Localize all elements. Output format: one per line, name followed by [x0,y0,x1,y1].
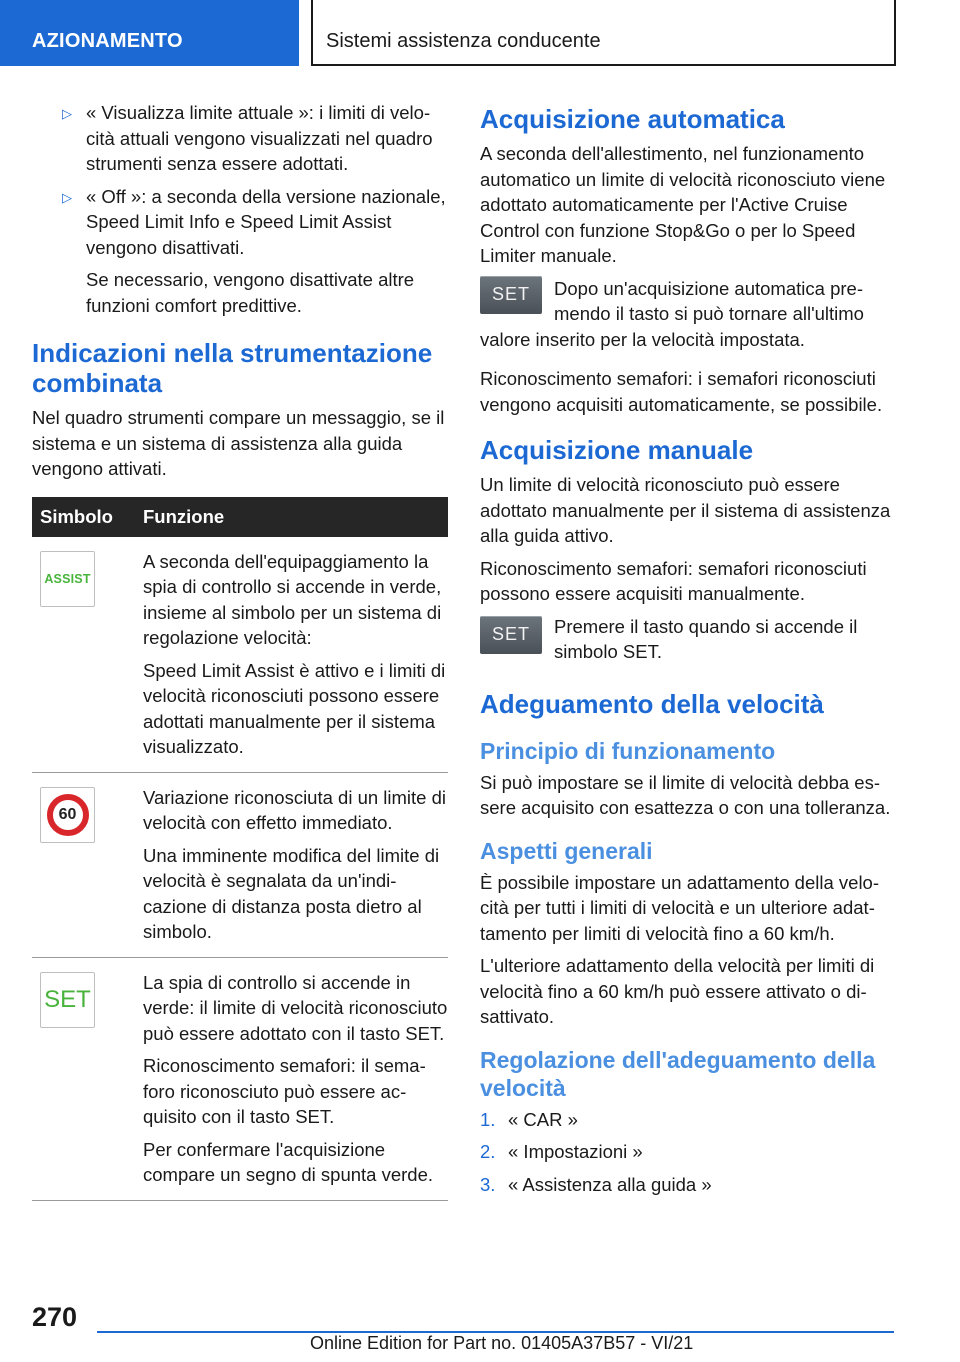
bullet-continuation: Se necessario, vengono disattivate altre funzioni comfort predittive. [86,269,415,316]
set-button-icon: SET [480,616,542,654]
right-column: Acquisizione automatica A seconda dell'allestimento, nel funzionamento automatico un limite di velocità riconosciuto viene adottato automaticamente per l'Active Cruise Control con funzione Stop&Go o per lo Speed Limiter manuale. SET Dopo un'acquisizione automatica premendo il tasto si può tornare all'ultimo valore inserito per la velocità impostata. Riconoscimento semafori: i semafori riconosciuti vengono acquisiti automaticamente, se possibile. Acquisizione manuale Un limite di velocità riconosciuto può essere adottato manualmente per il sistema di assistenza alla guida attivo. Riconoscimento semafori: semafori riconosciuti possono essere acquisiti manualmente. SET Premere il tasto quando si accende il simbolo SET. Adeguamento della velocità Principio di funzionamento Si può impostare se il limite di velocità debba essere acquisito con esattezza o con una tolleranza. Aspetti generali È possibile impostare un adattamento della velocità per tutti i limiti di velocità e un ulteriore adattamento per limiti di velocità fino a 60 km/h. L'ulteriore adattamento della velocità per limiti di velocità fino a 60 km/h può essere attivato o disattivato. Regolazione dell'adeguamento della velocità 1. « CAR » 2. « Impostazioni » 3. « Assistenza alla guida » [480,104,894,1204]
subsection-heading: Aspetti generali [480,837,653,864]
triangle-bullet-icon: ▷ [62,189,72,205]
page-number: 270 [32,1302,78,1332]
set-instruction: SET Dopo un'acquisizione automatica premendo il tasto si può tornare all'ultimo valore inserito per la velocità impostata. [480,277,864,350]
subsection-heading: Regolazione dell'adeguamento della velocità [480,1046,876,1101]
assist-icon: ASSIST [40,551,95,607]
set-button-icon: SET [480,276,542,314]
intro-text: Nel quadro strumenti compare un messaggio, se il sistema e un sistema di assistenza alla guida vengono attivati. [32,407,445,479]
table-row: ASSIST A seconda dell'equipaggiamento la spia di controllo si accende in verde, insieme al simbolo per un sistema di regolazione velocità: Speed Limit Assist è attivo e i limiti di velocità riconosciuti possono essere adottati manualmente per il sistema visualizzato. [32,537,448,773]
section-heading: Adeguamento della velocità [480,688,824,719]
triangle-bullet-icon: ▷ [62,106,72,121]
section-heading: Acquisizione manuale [480,435,754,465]
section-tab[interactable]: AZIONAMENTO [0,0,299,66]
subsection-heading: Principio di funzionamento [480,737,776,764]
table-row: SET La spia di controllo si accende in verde: il limite di velocità riconosciuto può essere adottato con il tasto SET. Riconoscimento semafori: il semaforo riconosciuto può essere acquisito con il tasto SET. Per confermare l'acquisizione compare un segno di spunta verde. [32,957,448,1200]
bullet-item: ▷ « Visualizza limite attuale »: i limiti di velocità attuali vengono visualizzati nel quadro strumenti senza essere adottati. [62,102,433,174]
section-heading: Indicazioni nella strumentazione combinata [32,338,433,398]
edition-footer: Online Edition for Part no. 01405A37B57 - VI/21 [310,1333,694,1353]
bullet-item: ▷ « Off »: a seconda della versione nazionale, Speed Limit Info e Speed Limit Assist vengono disattivati. [62,185,446,258]
speed-limit-icon: 60 [40,787,95,843]
set-indicator-icon: SET [40,972,95,1028]
table-row: 60 Variazione riconosciuta di un limite di velocità con effetto immediato. Una imminente modifica del limite di velocità è segnalata da un'indicazione di distanza posta dietro al simbolo. [32,772,448,957]
section-heading: Acquisizione automatica [480,104,785,134]
steps-list [480,1107,894,1198]
column-header-symbol: Simbolo [32,497,135,537]
list-item: 1. « CAR » [480,1108,578,1130]
list-item: 3. « Assistenza alla guida » [480,1173,712,1195]
symbol-table [32,497,448,1201]
column-header-function: Funzione [135,497,448,537]
list-item: 2. « Impostazioni » [480,1141,643,1162]
set-instruction: SET Premere il tasto quando si accende il simbolo SET. [480,614,894,665]
chapter-title: Sistemi assistenza conducente [311,0,896,66]
left-column [32,100,448,1201]
